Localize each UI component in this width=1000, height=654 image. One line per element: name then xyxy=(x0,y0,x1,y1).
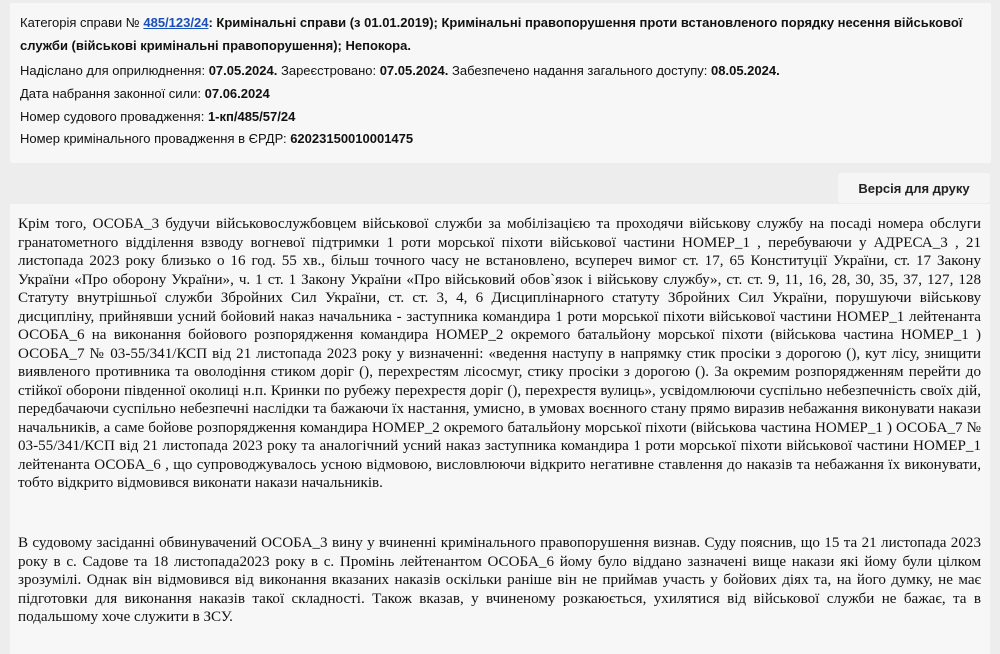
proceeding-value: 1-кп/485/57/24 xyxy=(207,109,296,124)
paragraph: В судовому засіданні обвинувачений ОСОБА_3 вину у вчиненні кримінального правопорушення визнав. Суду пояснив, що 15 та 21 листопада 2023 року в с. Садове та 18 листопада2023 року в с. Промінь лейтенантом ОСОБА_6 йому було віддано зазначені вище накази які йому були цілком зрозумілі. Однак він відмовився від виконання вказаних наказів оскільки раніше він не приймав участь у бойових діях та, на його думку, не має підготовки для виконання наказів такої складності. Також вказав, у вчиненому розкаюється, ухилятися від військової служби не бажає, та в подальшому хоче служити в ЗСУ. xyxy=(18,535,981,625)
proceeding-label: Номер судового провадження: xyxy=(20,109,208,124)
case-info-panel xyxy=(10,3,991,163)
print-version-button[interactable]: Версія для друку xyxy=(838,173,990,203)
access-value: 08.05.2024. xyxy=(711,63,780,78)
proceeding-row xyxy=(20,108,295,126)
paragraph: Крім того, ОСОБА_3 будучи військовослужбовцем військової служби за мобілізацією та проходячи військову службу на посаді номера обслуги гранатометного відділення взводу вогневої підтримки 1 роти морської піхоти військової частини НОМЕР_1 , перебуваючи у АДРЕСА_3 , 21 листопада 2023 року близько о 16 год. 55 хв., більш точного часу не встановлено, всупереч вимог ст. 17, 65 Конституції України, ст. 17 Закону України «Про оборону України», ч. 1 ст. 1 Закону України «Про військовий обов`язок і військову службу», ст. ст. 9, 11, 16, 28, 30, 35, 37, 127, 128 Статуту внутрішньої служби Збройних Сил України, ст. ст. 3, 4, 6 Дисциплінарного статуту Збройних Сил України, порушуючи військову дисципліну, прийнявши усний бойовий наказ начальника - заступника командира 1 роти морської піхоти військової частини НОМЕР_1 лейтенанта ОСОБА_6 на виконання бойового розпорядження командира НОМЕР_2 окремого батальйону морської піхоти (військова частина НОМЕР_1 ) ОСОБА_7 № 03-55/341/КСП від 21 листопада 2023 року у визначенні: «ведення наступу в напрямку стик просіки з дорогою (), кут лісу, знищити виявленого противника та оволодіння стиком доріг (), перехрестям лісосмуг, стику просіки з дорогою (). За окремим розпорядженням перейти до стійкої оборони південної околиці н.п. Кринки по рубежу перехрестя доріг (), перехрестя вулиць», усвідомлюючи суспільно небезпечність своїх дій, передбачаючи суспільно небезпечні наслідки та бажаючи їх настання, умисно, в умовах воєнного стану прямо виразив небажання виконувати накази начальників, а саме бойове розпорядження командира НОМЕР_2 окремого батальйону морської піхоти (військова частина НОМЕР_1 ) ОСОБА_7 № 03-55/341/КСП від 21 листопада 2023 року та аналогічний усний наказ заступника командира 1 роти морської піхоти військової частини НОМЕР_1 лейтенанта ОСОБА_6 , що супроводжувалось усною відмовою, висловлюючи відкрито негативне ставлення до наказів та небажання їх виконувати, тобто відкрито відмовився виконати накази начальників. xyxy=(18,216,981,491)
access-label: Забезпечено надання загального доступу: xyxy=(448,63,712,78)
registered-value: 07.05.2024. xyxy=(379,63,449,78)
erdr-label: Номер кримінального провадження в ЄРДР: xyxy=(20,131,291,146)
category-value: : Кримінальні справи (з 01.01.2019); Кримінальні правопорушення проти встановленого порядку несення військової xyxy=(208,15,963,30)
category-row xyxy=(20,14,962,32)
force-value: 07.06.2024 xyxy=(204,86,270,101)
category-row-continued xyxy=(20,37,411,55)
force-label: Дата набрання законної сили: xyxy=(20,86,205,101)
dates-row xyxy=(20,62,780,80)
force-date-row xyxy=(20,85,270,103)
sent-value: 07.05.2024. xyxy=(208,63,278,78)
category-value-continued: служби (військові кримінальні правопорушення); Непокора. xyxy=(20,38,411,53)
sent-label: Надіслано для оприлюднення: xyxy=(20,63,209,78)
erdr-value: 62023150010001475 xyxy=(290,131,414,146)
case-number-link[interactable]: 485/123/24 xyxy=(143,15,209,30)
erdr-row xyxy=(20,130,413,148)
category-label: Категорія справи № xyxy=(20,15,144,30)
registered-label: Зареєстровано: xyxy=(277,63,380,78)
document-body xyxy=(10,204,990,654)
